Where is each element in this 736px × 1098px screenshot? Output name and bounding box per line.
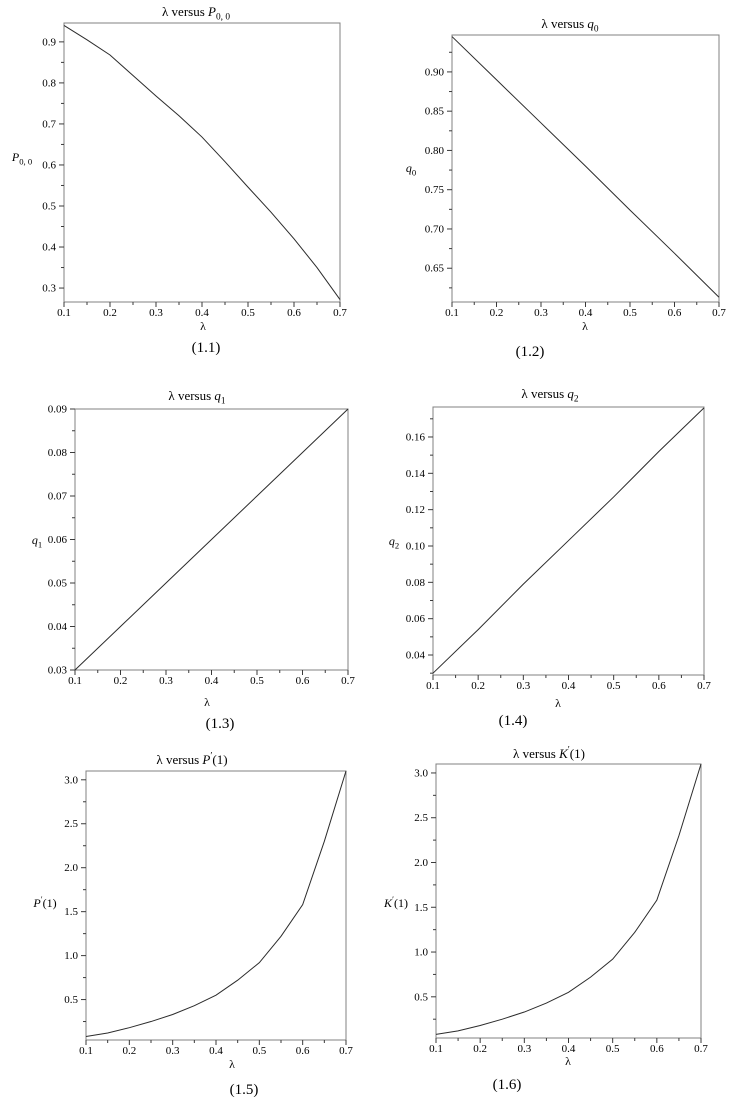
y-tick-labels: [414, 767, 428, 1003]
y-tick-labels: [64, 774, 78, 1006]
x-tick-labels: [79, 1045, 353, 1057]
figure-caption: (1.3): [205, 716, 235, 732]
x-tick-label: 0.7: [697, 680, 711, 692]
plot-box: [64, 23, 340, 302]
plot-area: [368, 730, 736, 1098]
x-tick-label: 0.6: [287, 307, 301, 319]
y-tick-label: 0.8: [42, 77, 56, 90]
y-tick-label: 0.07: [47, 490, 67, 503]
data-curve: [433, 408, 704, 673]
x-tick-labels: [68, 675, 355, 687]
data-curve: [75, 409, 348, 670]
y-tick-labels: [48, 404, 68, 677]
plot-box: [86, 771, 346, 1040]
y-axis-label: P′(1): [33, 894, 57, 910]
data-curve: [86, 771, 346, 1036]
x-tick-label: 0.5: [241, 307, 255, 319]
x-tick-label: 0.4: [561, 1043, 576, 1055]
x-tick-label: 0.3: [149, 307, 163, 319]
x-tick-label: 0.2: [471, 680, 486, 692]
chart-title: λ versus $P_{0, 0}$: [162, 4, 230, 23]
chart-title: λ versus K′(1): [513, 745, 585, 761]
y-tick-label: 0.08: [405, 576, 425, 589]
y-tick-labels: [42, 36, 56, 294]
y-axis-label: $q_0$: [405, 161, 417, 178]
data-curve: [452, 37, 719, 298]
y-tick-label: 0.12: [405, 504, 425, 517]
y-tick-label: 0.65: [424, 262, 444, 275]
chart-title: λ versus $q_0$: [541, 16, 599, 35]
x-tick-label: 0.4: [561, 680, 576, 692]
x-axis-label: λ: [555, 696, 561, 710]
data-curve: [436, 764, 701, 1034]
figure-caption: (1.5): [229, 1082, 259, 1098]
y-tick-label: 0.06: [405, 613, 425, 626]
y-tick-label: 1.5: [414, 901, 428, 914]
x-tick-label: 0.5: [605, 1043, 620, 1055]
y-tick-label: 0.5: [42, 200, 56, 213]
y-tick-label: 0.05: [47, 577, 67, 590]
x-tick-label: 0.4: [204, 675, 219, 687]
y-tick-label: 0.04: [47, 621, 67, 633]
figure-1-3: [0, 360, 368, 730]
y-tick-label: 0.14: [405, 467, 425, 480]
y-tick-label: 0.10: [405, 540, 425, 553]
figure-1-1: [0, 0, 368, 360]
x-tick-labels: [445, 307, 726, 319]
plot-area: [368, 0, 736, 360]
x-tick-label: 0.5: [252, 1045, 267, 1057]
chart-title: λ versus P′(1): [156, 751, 228, 767]
y-tick-label: 3.0: [64, 774, 78, 787]
figure-1-6: [368, 730, 736, 1098]
plot-box: [436, 764, 701, 1038]
x-tick-label: 0.7: [333, 307, 347, 319]
x-tick-label: 0.3: [517, 1043, 532, 1055]
chart-title: λ versus $q_2$: [521, 386, 579, 405]
x-axis-label: λ: [582, 319, 588, 333]
plot-area: [0, 730, 368, 1098]
x-tick-label: 0.4: [209, 1045, 223, 1057]
x-tick-label: 0.6: [295, 1045, 310, 1057]
x-tick-label: 0.1: [68, 675, 82, 687]
y-tick-label: 2.5: [64, 818, 78, 831]
x-tick-label: 0.4: [195, 307, 209, 319]
x-tick-label: 0.1: [426, 680, 440, 692]
x-axis-label: λ: [229, 1057, 235, 1071]
x-tick-label: 0.2: [103, 307, 117, 319]
y-tick-label: 2.5: [414, 812, 428, 825]
x-tick-label: 0.3: [516, 680, 531, 692]
x-axis-label: λ: [204, 695, 210, 709]
y-axis-ticks: [59, 42, 64, 288]
y-tick-label: 1.0: [64, 950, 78, 963]
x-tick-label: 0.1: [445, 307, 459, 319]
plot-area: [0, 0, 368, 360]
x-tick-label: 0.6: [649, 1043, 664, 1055]
plot-area: [0, 360, 368, 730]
figure-caption: (1.2): [515, 344, 545, 360]
y-axis-ticks: [70, 409, 75, 670]
y-tick-label: 1.0: [414, 946, 428, 959]
y-axis-label: $q_2$: [388, 534, 400, 551]
y-axis-label: K′(1): [384, 894, 408, 910]
y-axis-label: $P_{0, 0}$: [11, 150, 33, 167]
y-tick-label: 0.16: [405, 431, 425, 444]
x-tick-label: 0.1: [79, 1045, 93, 1057]
y-tick-label: 0.6: [42, 159, 56, 172]
data-curve: [64, 25, 340, 299]
x-tick-label: 0.6: [295, 675, 310, 687]
x-tick-label: 0.1: [429, 1043, 443, 1055]
x-tick-label: 0.2: [122, 1045, 137, 1057]
x-axis-label: λ: [200, 319, 206, 333]
plot-area: [368, 360, 736, 730]
y-tick-label: 0.04: [405, 649, 425, 662]
figure-1-4: [368, 360, 736, 730]
y-tick-label: 0.85: [424, 105, 444, 118]
figure-caption: (1.1): [191, 340, 221, 356]
x-tick-label: 0.7: [341, 675, 355, 687]
x-tick-label: 0.2: [113, 675, 128, 687]
y-tick-label: 0.90: [424, 66, 444, 79]
x-tick-label: 0.4: [578, 307, 593, 319]
x-tick-label: 0.5: [623, 307, 637, 319]
y-tick-label: 0.70: [424, 223, 444, 236]
x-axis-label: λ: [565, 1054, 571, 1068]
figure-caption: (1.6): [492, 1077, 522, 1093]
y-tick-label: 3.0: [414, 767, 428, 780]
x-tick-label: 0.3: [534, 307, 548, 319]
y-tick-label: 0.80: [424, 144, 444, 157]
y-tick-label: 0.09: [47, 403, 67, 416]
x-tick-labels: [57, 307, 347, 319]
x-tick-label: 0.5: [606, 680, 621, 692]
y-tick-label: 0.4: [42, 241, 56, 254]
y-tick-label: 0.5: [64, 994, 78, 1007]
y-tick-labels: [425, 66, 445, 274]
x-tick-label: 0.6: [667, 307, 682, 319]
x-tick-label: 0.7: [712, 307, 726, 319]
y-tick-label: 0.9: [42, 36, 56, 49]
y-axis-ticks: [81, 780, 86, 1022]
x-tick-label: 0.6: [651, 680, 666, 692]
x-tick-label: 0.2: [473, 1043, 488, 1055]
figure-1-2: [368, 0, 736, 360]
y-axis-ticks: [431, 773, 436, 1019]
x-tick-label: 0.1: [57, 307, 71, 319]
y-tick-label: 0.06: [47, 534, 67, 546]
chart-title: λ versus $q_1$: [168, 388, 226, 407]
y-tick-label: 2.0: [64, 862, 78, 875]
x-tick-labels: [426, 680, 711, 692]
y-tick-label: 0.75: [424, 184, 444, 197]
y-axis-ticks: [428, 419, 433, 673]
x-tick-label: 0.3: [159, 675, 173, 687]
x-tick-label: 0.7: [694, 1043, 708, 1055]
y-tick-label: 1.5: [64, 906, 78, 919]
figure-1-5: [0, 730, 368, 1098]
x-tick-label: 0.3: [165, 1045, 180, 1057]
y-tick-labels: [406, 431, 426, 661]
x-tick-label: 0.5: [250, 675, 264, 687]
y-tick-label: 0.08: [47, 447, 67, 459]
y-tick-label: 0.3: [42, 282, 56, 295]
y-axis-label: $q_1$: [31, 533, 43, 550]
y-tick-label: 0.5: [414, 991, 428, 1004]
figure-caption: (1.4): [498, 713, 528, 729]
y-tick-label: 0.03: [47, 664, 67, 677]
y-tick-label: 2.0: [414, 856, 428, 869]
x-tick-label: 0.7: [339, 1045, 353, 1057]
y-axis-ticks: [447, 52, 452, 288]
y-tick-label: 0.7: [42, 118, 56, 131]
x-tick-label: 0.2: [489, 307, 504, 319]
